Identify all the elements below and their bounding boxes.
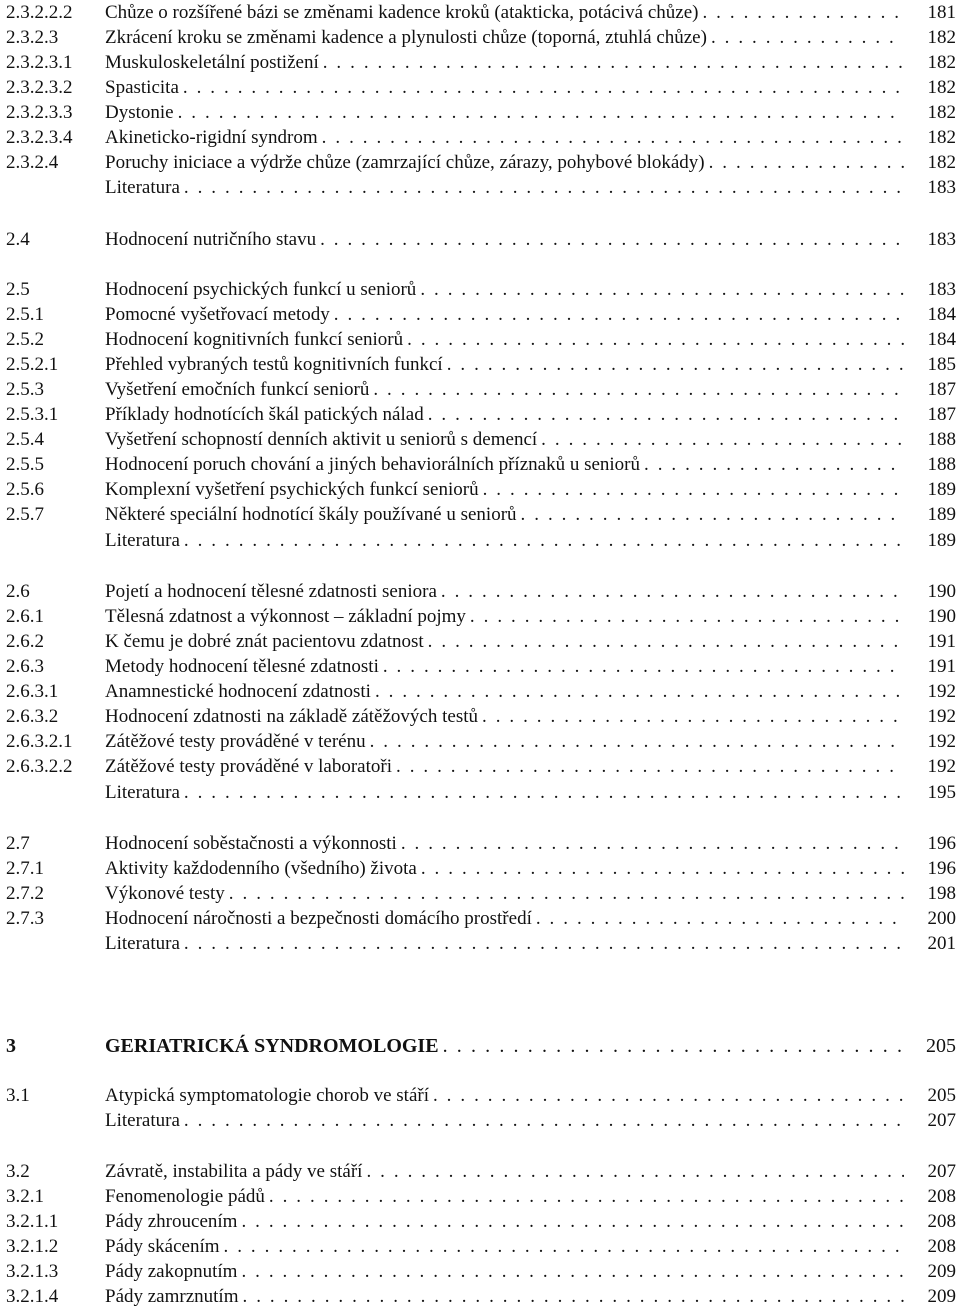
toc-entry-title: GERIATRICKÁ SYNDROMOLOGIE bbox=[105, 1035, 443, 1057]
toc-entry-title: Hodnocení náročnosti a bezpečnosti domácího prostředí bbox=[105, 908, 536, 929]
toc-entry-number: 2.5 bbox=[6, 279, 30, 300]
toc-entry-number: 2.4 bbox=[6, 229, 30, 250]
toc-entry-title: Hodnocení psychických funkcí u seniorů bbox=[105, 279, 420, 300]
toc-entry-title: Metody hodnocení tělesné zdatnosti bbox=[105, 656, 383, 677]
toc-entry-page: 188 bbox=[927, 454, 956, 475]
toc-entry-number: 2.3.2.3.2 bbox=[6, 77, 73, 98]
toc-entry-page: 207 bbox=[927, 1110, 956, 1131]
toc-entry bbox=[6, 780, 956, 805]
toc-entry bbox=[6, 302, 956, 327]
toc-entry bbox=[6, 856, 956, 881]
toc-entry-page: 187 bbox=[927, 404, 956, 425]
toc-entry bbox=[6, 50, 956, 75]
toc-entry-title: Pády zakopnutím bbox=[105, 1261, 241, 1282]
toc-entry-page: 182 bbox=[927, 152, 956, 173]
toc-entry bbox=[6, 1209, 956, 1234]
toc-entry-number: 2.3.2.3 bbox=[6, 27, 59, 48]
toc-entry bbox=[6, 125, 956, 150]
toc-entry bbox=[6, 1259, 956, 1284]
toc-entry bbox=[6, 881, 956, 906]
toc-entry-title: Hodnocení zdatnosti na základě zátěžových testů bbox=[105, 706, 482, 727]
toc-entry bbox=[6, 175, 956, 200]
toc-entry-leader bbox=[105, 931, 904, 956]
toc-entry-page: 189 bbox=[927, 504, 956, 525]
toc-entry-page: 189 bbox=[927, 479, 956, 500]
toc-entry-number: 2.7 bbox=[6, 833, 30, 854]
toc-entry-page: 209 bbox=[927, 1261, 956, 1282]
toc-entry-leader bbox=[105, 377, 904, 402]
toc-entry bbox=[6, 1184, 956, 1209]
toc-entry-number: 2.7.2 bbox=[6, 883, 44, 904]
toc-entry-title: Atypická symptomatologie chorob ve stáří bbox=[105, 1085, 433, 1106]
toc-entry-leader bbox=[105, 679, 904, 704]
toc-entry bbox=[6, 1034, 956, 1059]
toc-entry-leader bbox=[105, 327, 904, 352]
toc-entry bbox=[6, 729, 956, 754]
toc-entry-number: 2.5.6 bbox=[6, 479, 44, 500]
toc-entry-leader bbox=[105, 654, 904, 679]
toc-entry-title: Chůze o rozšířené bázi se změnami kadence kroků (atakticka, potácivá chůze) bbox=[105, 2, 702, 23]
toc-entry-leader bbox=[105, 1259, 904, 1284]
toc-entry-number: 2.7.3 bbox=[6, 908, 44, 929]
toc-entry-page: 183 bbox=[927, 229, 956, 250]
toc-entry bbox=[6, 1234, 956, 1259]
toc-entry-number: 2.6.3 bbox=[6, 656, 44, 677]
toc-entry-title: Literatura bbox=[105, 1110, 184, 1131]
toc-entry-title: Hodnocení soběstačnosti a výkonnosti bbox=[105, 833, 401, 854]
toc-entry-title: Literatura bbox=[105, 782, 184, 803]
toc-entry-leader bbox=[105, 125, 904, 150]
toc-entry-page: 196 bbox=[927, 833, 956, 854]
toc-entry-title: Fenomenologie pádů bbox=[105, 1186, 269, 1207]
toc-entry-title: Pády zhroucením bbox=[105, 1211, 241, 1232]
toc-entry-number: 2.5.3.1 bbox=[6, 404, 59, 425]
toc-entry-number: 3.2.1 bbox=[6, 1186, 44, 1207]
toc-entry-leader bbox=[105, 150, 904, 175]
toc-entry-leader bbox=[105, 754, 904, 779]
toc-entry bbox=[6, 629, 956, 654]
toc-entry-page: 189 bbox=[927, 530, 956, 551]
toc-entry-page: 182 bbox=[927, 52, 956, 73]
toc-entry-number: 2.5.7 bbox=[6, 504, 44, 525]
toc-entry-title: Zátěžové testy prováděné v laboratoři bbox=[105, 756, 396, 777]
toc-entry-number: 2.6 bbox=[6, 581, 30, 602]
toc-entry-page: 200 bbox=[927, 908, 956, 929]
toc-entry-number: 2.3.2.2.2 bbox=[6, 2, 73, 23]
toc-entry-title: Literatura bbox=[105, 530, 184, 551]
toc-entry-title: Muskuloskeletální postižení bbox=[105, 52, 323, 73]
toc-entry-leader bbox=[105, 402, 904, 427]
toc-entry-title: Pomocné vyšetřovací metody bbox=[105, 304, 334, 325]
toc-entry-leader bbox=[105, 881, 904, 906]
toc-entry-number: 2.6.3.1 bbox=[6, 681, 59, 702]
toc-entry-leader bbox=[105, 604, 904, 629]
toc-entry-number: 2.5.5 bbox=[6, 454, 44, 475]
toc-entry-leader bbox=[105, 906, 904, 931]
toc-entry-title: Vyšetření schopností denních aktivit u seniorů s demencí bbox=[105, 429, 541, 450]
toc-entry-leader bbox=[105, 579, 904, 604]
toc-entry bbox=[6, 579, 956, 604]
toc-entry-title: Pády zamrznutím bbox=[105, 1286, 243, 1307]
toc-entry-page: 208 bbox=[927, 1186, 956, 1207]
toc-entry-title: Akineticko-rigidní syndrom bbox=[105, 127, 322, 148]
toc-entry-page: 184 bbox=[927, 329, 956, 350]
toc-entry-page: 209 bbox=[927, 1286, 956, 1307]
toc-entry-number: 3.1 bbox=[6, 1085, 30, 1106]
toc-entry-leader bbox=[105, 729, 904, 754]
toc-entry-page: 207 bbox=[927, 1161, 956, 1182]
toc-entry-page: 192 bbox=[927, 681, 956, 702]
toc-entry-number: 3.2.1.2 bbox=[6, 1236, 59, 1257]
toc-entry-page: 192 bbox=[927, 731, 956, 752]
toc-entry-title: Pojetí a hodnocení tělesné zdatnosti seniora bbox=[105, 581, 441, 602]
toc-entry-number: 3.2.1.3 bbox=[6, 1261, 59, 1282]
toc-entry bbox=[6, 150, 956, 175]
toc-entry bbox=[6, 477, 956, 502]
toc-entry-title: Výkonové testy bbox=[105, 883, 229, 904]
toc-entry-leader bbox=[105, 1184, 904, 1209]
toc-entry-number: 2.6.3.2.1 bbox=[6, 731, 73, 752]
toc-entry-title: Hodnocení nutričního stavu bbox=[105, 229, 320, 250]
toc-entry-leader bbox=[105, 452, 904, 477]
toc-entry bbox=[6, 227, 956, 252]
toc-entry-page: 188 bbox=[927, 429, 956, 450]
toc-entry-leader bbox=[105, 1083, 904, 1108]
toc-entry-leader bbox=[105, 277, 904, 302]
toc-entry-number: 2.5.1 bbox=[6, 304, 44, 325]
toc-entry-leader bbox=[105, 25, 904, 50]
toc-entry-number: 2.5.2 bbox=[6, 329, 44, 350]
toc-entry-number: 2.3.2.3.1 bbox=[6, 52, 73, 73]
toc-entry-title: Poruchy iniciace a výdrže chůze (zamrzající chůze, zárazy, pohybové blokády) bbox=[105, 152, 709, 173]
toc-entry bbox=[6, 654, 956, 679]
toc-entry-leader bbox=[105, 856, 904, 881]
toc-entry-leader bbox=[105, 477, 904, 502]
toc-entry-title: Zátěžové testy prováděné v terénu bbox=[105, 731, 370, 752]
toc-entry-page: 181 bbox=[927, 2, 956, 23]
toc-entry-leader bbox=[105, 1284, 904, 1309]
toc-entry-title: Hodnocení poruch chování a jiných behaviorálních příznaků u seniorů bbox=[105, 454, 644, 475]
toc-entry-title: Literatura bbox=[105, 177, 184, 198]
toc-entry-page: 182 bbox=[927, 102, 956, 123]
toc-entry-number: 2.6.2 bbox=[6, 631, 44, 652]
toc-entry-number: 2.3.2.3.4 bbox=[6, 127, 73, 148]
toc-entry-leader bbox=[105, 831, 904, 856]
toc-entry-page: 182 bbox=[927, 27, 956, 48]
toc-entry-title: Hodnocení kognitivních funkcí seniorů bbox=[105, 329, 407, 350]
toc-entry bbox=[6, 1284, 956, 1309]
toc-entry-leader bbox=[105, 1209, 904, 1234]
toc-entry bbox=[6, 427, 956, 452]
toc-entry-leader bbox=[105, 528, 904, 553]
toc-entry-page: 187 bbox=[927, 379, 956, 400]
toc-entry bbox=[6, 377, 956, 402]
toc-entry-number: 2.5.3 bbox=[6, 379, 44, 400]
toc-entry bbox=[6, 75, 956, 100]
toc-entry-title: Pády skácením bbox=[105, 1236, 224, 1257]
toc-entry bbox=[6, 0, 956, 25]
toc-entry-number: 2.6.3.2.2 bbox=[6, 756, 73, 777]
toc-entry-title: Spasticita bbox=[105, 77, 183, 98]
toc-entry-leader bbox=[105, 1108, 904, 1133]
toc-entry-title: Přehled vybraných testů kognitivních funkcí bbox=[105, 354, 447, 375]
toc-entry-title: Literatura bbox=[105, 933, 184, 954]
toc-entry-page: 205 bbox=[926, 1035, 956, 1057]
toc-entry-page: 205 bbox=[927, 1085, 956, 1106]
toc-entry-leader bbox=[105, 780, 904, 805]
toc-entry bbox=[6, 25, 956, 50]
toc-entry-page: 195 bbox=[927, 782, 956, 803]
toc-entry bbox=[6, 100, 956, 125]
toc-entry bbox=[6, 502, 956, 527]
toc-entry-title: Aktivity každodenního (všedního) života bbox=[105, 858, 421, 879]
toc-entry-page: 192 bbox=[927, 756, 956, 777]
toc-entry-number: 2.5.4 bbox=[6, 429, 44, 450]
toc-entry-leader bbox=[105, 100, 904, 125]
toc-entry bbox=[6, 679, 956, 704]
toc-entry-number: 3.2 bbox=[6, 1161, 30, 1182]
toc-entry bbox=[6, 754, 956, 779]
toc-entry-title: Komplexní vyšetření psychických funkcí seniorů bbox=[105, 479, 483, 500]
toc-entry-number: 3.2.1.1 bbox=[6, 1211, 59, 1232]
toc-entry-number: 2.6.1 bbox=[6, 606, 44, 627]
toc-entry-page: 198 bbox=[927, 883, 956, 904]
toc-entry-page: 208 bbox=[927, 1236, 956, 1257]
toc-entry-title: Závratě, instabilita a pády ve stáří bbox=[105, 1161, 366, 1182]
toc-entry-page: 208 bbox=[927, 1211, 956, 1232]
toc-entry-page: 190 bbox=[927, 606, 956, 627]
toc-entry-leader bbox=[105, 1034, 904, 1059]
toc-entry-page: 191 bbox=[927, 656, 956, 677]
toc-entry bbox=[6, 704, 956, 729]
toc-entry-number: 2.6.3.2 bbox=[6, 706, 59, 727]
toc-entry-page: 190 bbox=[927, 581, 956, 602]
toc-entry-page: 183 bbox=[927, 279, 956, 300]
toc-entry-leader bbox=[105, 175, 904, 200]
toc-entry bbox=[6, 906, 956, 931]
toc-entry bbox=[6, 1108, 956, 1133]
toc-entry-number: 2.3.2.4 bbox=[6, 152, 59, 173]
toc-entry-leader bbox=[105, 427, 904, 452]
toc-entry-page: 192 bbox=[927, 706, 956, 727]
toc-entry-leader bbox=[105, 1159, 904, 1184]
toc-entry-leader bbox=[105, 50, 904, 75]
toc-entry-leader bbox=[105, 704, 904, 729]
toc-entry-leader bbox=[105, 629, 904, 654]
toc-entry bbox=[6, 452, 956, 477]
toc-entry-page: 182 bbox=[927, 77, 956, 98]
toc-entry-number: 2.3.2.3.3 bbox=[6, 102, 73, 123]
toc-entry-leader bbox=[105, 1234, 904, 1259]
toc-entry-leader bbox=[105, 227, 904, 252]
toc-entry-page: 191 bbox=[927, 631, 956, 652]
toc-entry-page: 196 bbox=[927, 858, 956, 879]
toc-entry-title: Tělesná zdatnost a výkonnost – základní pojmy bbox=[105, 606, 470, 627]
toc-entry-page: 201 bbox=[927, 933, 956, 954]
toc-entry-leader bbox=[105, 302, 904, 327]
toc-entry-title: Anamnestické hodnocení zdatnosti bbox=[105, 681, 375, 702]
toc-entry-number: 2.7.1 bbox=[6, 858, 44, 879]
toc-entry-leader bbox=[105, 352, 904, 377]
toc-entry-number: 2.5.2.1 bbox=[6, 354, 59, 375]
toc-entry-number: 3 bbox=[6, 1035, 16, 1057]
toc-entry bbox=[6, 931, 956, 956]
toc-entry bbox=[6, 1159, 956, 1184]
toc-entry-title: Zkrácení kroku se změnami kadence a plynulosti chůze (toporná, ztuhlá chůze) bbox=[105, 27, 711, 48]
toc-entry-title: Vyšetření emočních funkcí seniorů bbox=[105, 379, 373, 400]
toc-entry bbox=[6, 352, 956, 377]
toc-entry-page: 183 bbox=[927, 177, 956, 198]
toc-entry bbox=[6, 327, 956, 352]
toc-entry bbox=[6, 831, 956, 856]
toc-entry-leader bbox=[105, 502, 904, 527]
toc-entry-leader bbox=[105, 0, 904, 25]
toc-entry-title: Některé speciální hodnotící škály používané u seniorů bbox=[105, 504, 521, 525]
toc-entry-page: 182 bbox=[927, 127, 956, 148]
toc-entry-page: 184 bbox=[927, 304, 956, 325]
toc-entry-number: 3.2.1.4 bbox=[6, 1286, 59, 1307]
toc-entry bbox=[6, 1083, 956, 1108]
toc-entry-title: Dystonie bbox=[105, 102, 178, 123]
toc-entry bbox=[6, 402, 956, 427]
toc-entry-page: 185 bbox=[927, 354, 956, 375]
toc-entry-title: K čemu je dobré znát pacientovu zdatnost bbox=[105, 631, 428, 652]
toc-entry bbox=[6, 277, 956, 302]
toc-entry bbox=[6, 528, 956, 553]
toc-entry-leader bbox=[105, 75, 904, 100]
toc-entry-title: Příklady hodnotících škál patických nálad bbox=[105, 404, 428, 425]
toc-entry bbox=[6, 604, 956, 629]
